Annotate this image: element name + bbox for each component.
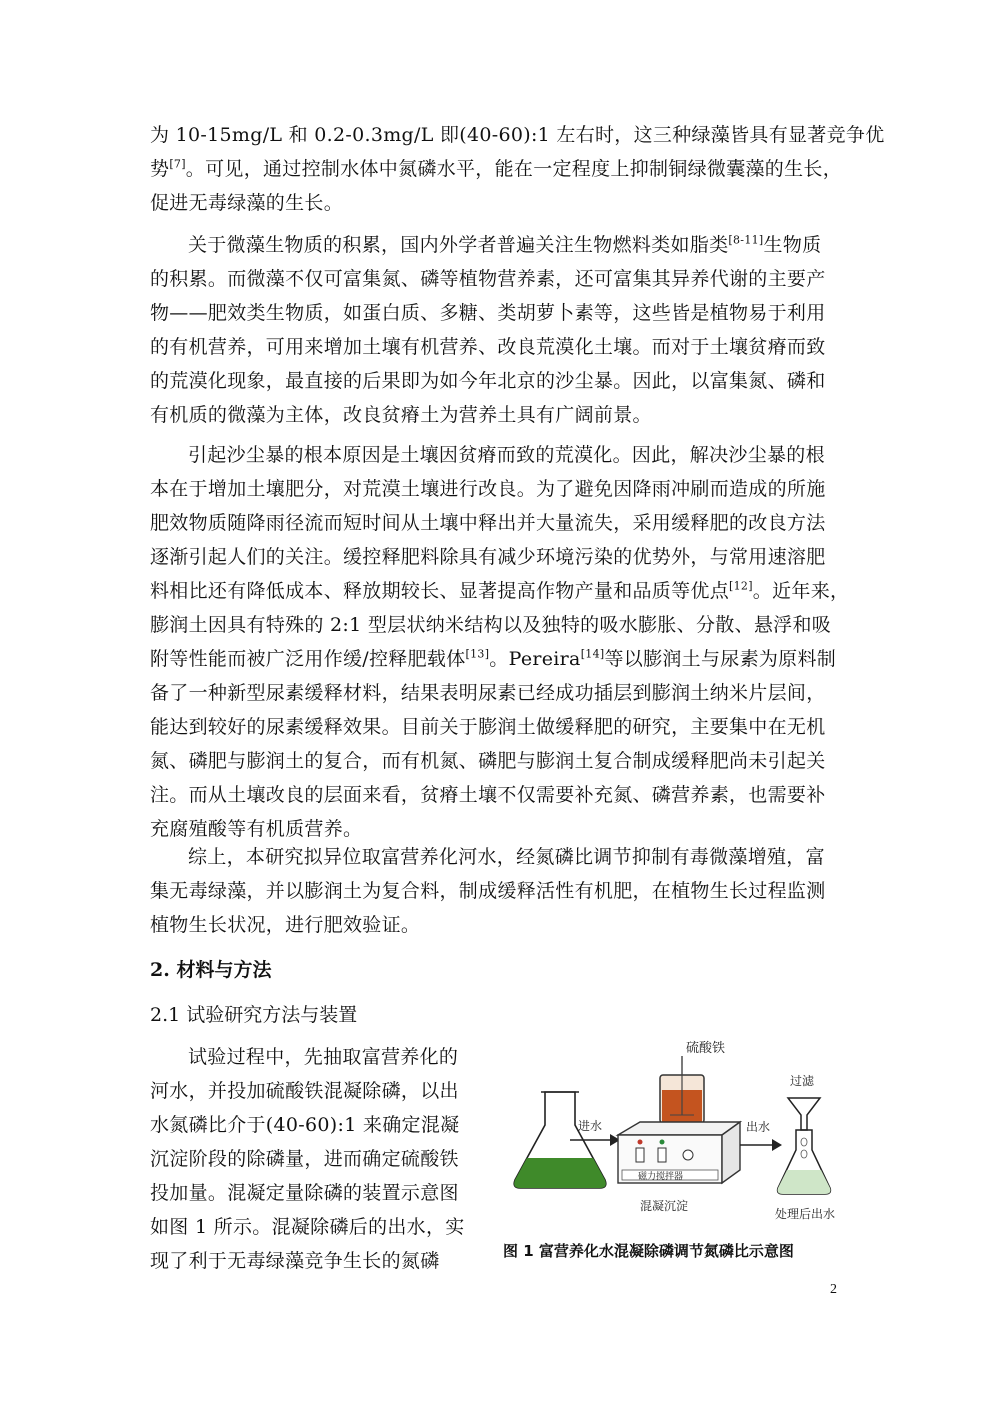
page-number: 2 [830,1282,837,1297]
paragraph-1 [150,118,885,220]
text-line: 的积累。而微藻不仅可富集氮、磷等植物营养素，还可富集其异养代谢的主要产 [150,268,826,290]
inflow-arrow [570,1118,620,1146]
text-line: 水氮磷比介于(40-60):1 来确定混凝 [150,1114,460,1136]
citation: [13] [465,647,490,661]
text-line: 沉淀阶段的除磷量，进而确定硫酸铁 [150,1148,459,1170]
text-line: 引起沙尘暴的根本原因是土壤因贫瘠而致的荒漠化。因此，解决沙尘暴的根 [188,444,825,466]
paragraph-4 [150,840,842,942]
text-line: 能达到较好的尿素缓释效果。目前关于膨润土做缓释肥的研究，主要集中在无机 [150,716,826,738]
text-line: 的荒漠化现象，最直接的后果即为如今年北京的沙尘暴。因此，以富集氮、磷和 [150,370,826,392]
citation: [7] [169,157,186,171]
citation: [8-11] [728,233,764,247]
label-treated-water: 处理后出水 [775,1207,836,1221]
text-line: 本在于增加土壤肥分，对荒漠土壤进行改良。为了避免因降雨冲刷而造成的所施 [150,478,826,500]
label-stirrer: 磁力搅拌器 [638,1172,684,1182]
text-line: 附等性能而被广泛用作缓/控释肥载体[13]。Pereira[14]等以膨润土与尿素为原料制 [150,647,837,670]
text-line: 势[7]。可见，通过控制水体中氮磷水平，能在一定程度上抑制铜绿微囊藻的生长， [150,157,843,180]
text-line: 氮、磷肥与膨润土的复合，而有机氮、磷肥与膨润土复合制成缓释肥尚未引起关 [150,750,826,772]
text-line: 为 10-15mg/L 和 0.2-0.3mg/L 即(40-60):1 左右时，这三种绿藻皆具有显著竞争优 [150,124,885,146]
text-line: 现了利于无毒绿藻竞争生长的氮磷 [150,1250,440,1272]
label-outflow: 出水 [746,1120,771,1134]
magnetic-stirrer-icon [618,1122,740,1183]
text-line: 注。而从土壤改良的层面来看，贫瘠土壤不仅需要补充氮、磷营养素，也需要补 [150,784,826,806]
text-line: 充腐殖酸等有机质营养。 [150,818,363,840]
text-line: 物——肥效类生物质，如蛋白质、多糖、类胡萝卜素等，这些皆是植物易于利用 [150,302,826,324]
text-line: 集无毒绿藻，并以膨润土为复合料，制成缓释活性有机肥，在植物生长过程监测 [150,880,826,902]
figure-caption: 图 1 富营养化水混凝除磷调节氮磷比示意图 [503,1242,794,1260]
text-line: 植物生长状况，进行肥效验证。 [150,914,421,936]
text-line: 投加量。混凝定量除磷的装置示意图 [150,1182,459,1204]
text-line: 的有机营养，可用来增加土壤有机营养、改良荒漠化土壤。而对于土壤贫瘠而致 [150,336,826,358]
label-inflow: 进水 [578,1119,603,1133]
treated-water-flask-icon [778,1130,831,1194]
paragraph-5 [150,1040,465,1278]
outflow-arrow [740,1119,782,1151]
text-line: 试验过程中，先抽取富营养化的 [188,1046,459,1068]
text-line: 备了一种新型尿素缓释材料，结果表明尿素已经成功插层到膨润土纳米片层间， [150,682,826,704]
text-line: 有机质的微藻为主体，改良贫瘠土为营养土具有广阔前景。 [150,404,652,426]
subsection-heading: 2.1 试验研究方法与装置 [150,1004,358,1026]
citation: [14] [580,647,605,661]
text-line: 关于微藻生物质的积累，国内外学者普遍关注生物燃料类如脂类[8-11]生物质 [188,233,822,256]
section-heading: 2. 材料与方法 [150,959,272,981]
text-line: 促进无毒绿藻的生长。 [150,192,344,214]
text-line: 综上，本研究拟异位取富营养化河水，经氮磷比调节抑制有毒微藻增殖，富 [188,846,825,868]
text-line: 河水，并投加硫酸铁混凝除磷，以出 [150,1080,459,1102]
text-line: 膨润土因具有特殊的 2:1 型层状纳米结构以及独特的吸水膨胀、分散、悬浮和吸 [150,614,832,636]
text-line: 如图 1 所示。混凝除磷后的出水，实 [150,1216,465,1238]
figure-1-diagram [500,1030,845,1225]
label-sedimentation: 混凝沉淀 [640,1199,689,1213]
beaker-icon [660,1065,704,1123]
text-line: 料相比还有降低成本、释放期较长、显著提高作物产量和品质等优点[12]。近年来， [150,579,850,602]
paragraph-3 [150,438,850,846]
filter-funnel-icon [788,1098,820,1130]
label-ferric-sulfate: 硫酸铁 [686,1041,726,1056]
label-filter: 过滤 [790,1074,815,1088]
text-line: 逐渐引起人们的关注。缓控释肥料除具有减少环境污染的优势外，与常用速溶肥 [150,546,826,568]
citation: [12] [729,579,753,593]
paragraph-2 [150,228,842,432]
text-line: 肥效物质随降雨径流而短时间从土壤中释出并大量流失，采用缓释肥的改良方法 [150,512,826,534]
